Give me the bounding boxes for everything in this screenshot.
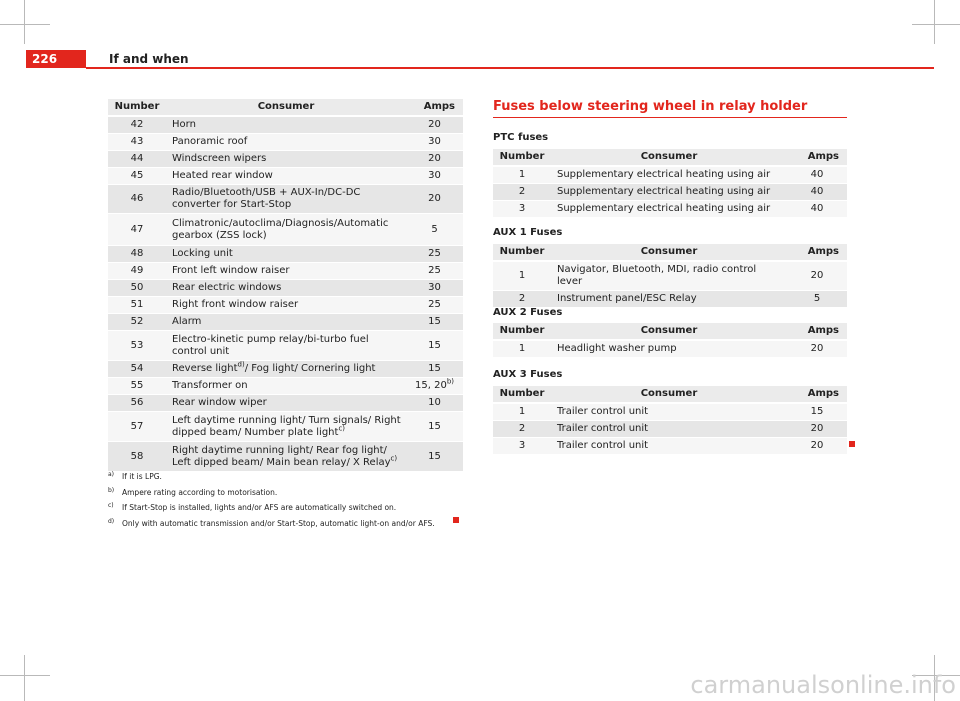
- table-header-row: [493, 244, 847, 261]
- section-title-rule: [493, 117, 847, 118]
- fuse-consumer: Rear electric windows: [166, 280, 406, 297]
- footnote-ref: b): [446, 377, 454, 386]
- fuse-amps: 40: [787, 184, 847, 201]
- section-end-marker: [453, 517, 459, 523]
- fuse-amps: 25: [406, 263, 463, 280]
- fuse-amps: [406, 378, 463, 395]
- footnote-marker: a): [108, 471, 115, 478]
- fuse-consumer: [166, 361, 406, 378]
- fuse-amps: 20: [787, 421, 847, 438]
- column-header-amps: Amps: [787, 323, 847, 340]
- crop-mark: [24, 655, 25, 701]
- table-row: [108, 134, 463, 151]
- consumer-text: Left daytime running light/ Turn signals/ Right dipped beam/ Number plate light: [172, 414, 401, 438]
- footnotes: [108, 472, 460, 534]
- table-row: [493, 421, 847, 438]
- fuse-amps: 15: [406, 442, 463, 472]
- fuse-amps: 20: [787, 438, 847, 455]
- page-number: 226: [26, 50, 86, 68]
- fuse-consumer: Horn: [166, 116, 406, 134]
- running-header: If and when: [109, 52, 189, 66]
- table-row: [108, 442, 463, 472]
- fuse-table-main: [108, 99, 463, 472]
- fuse-number: 48: [108, 246, 166, 263]
- footnote-text: If Start-Stop is installed, lights and/or AFS are automatically switched on.: [122, 503, 397, 512]
- fuse-consumer: Trailer control unit: [551, 438, 787, 455]
- table-row: [108, 116, 463, 134]
- table-row: [108, 331, 463, 361]
- table-row: [493, 261, 847, 291]
- fuse-number: 58: [108, 442, 166, 472]
- column-header-consumer: Consumer: [166, 99, 406, 116]
- footnote-marker: d): [108, 517, 115, 525]
- fuse-consumer: Panoramic roof: [166, 134, 406, 151]
- footnote: [108, 472, 460, 488]
- fuse-number: 52: [108, 314, 166, 331]
- fuse-amps: 15: [787, 403, 847, 421]
- fuse-number: 2: [493, 421, 551, 438]
- footnote-text: If it is LPG.: [122, 472, 162, 481]
- fuse-table-aux2: [493, 323, 847, 358]
- table-header-row: [493, 323, 847, 340]
- fuse-consumer: Alarm: [166, 314, 406, 331]
- fuse-consumer: Radio/Bluetooth/USB + AUX-In/DC-DC converter for Start-Stop: [166, 185, 406, 214]
- fuse-number: 2: [493, 184, 551, 201]
- fuse-consumer: Supplementary electrical heating using air: [551, 201, 787, 218]
- fuse-number: 2: [493, 291, 551, 308]
- fuse-amps: 30: [406, 280, 463, 297]
- fuse-amps: 20: [406, 185, 463, 214]
- fuse-amps: 40: [787, 166, 847, 184]
- column-header-consumer: Consumer: [551, 244, 787, 261]
- table-row: [108, 263, 463, 280]
- column-header-amps: Amps: [787, 386, 847, 403]
- table-row: [108, 280, 463, 297]
- footnote-marker: b): [108, 486, 115, 494]
- fuse-amps: 25: [406, 297, 463, 314]
- column-header-amps: Amps: [406, 99, 463, 116]
- footnote: [108, 519, 460, 535]
- table-row: [108, 395, 463, 412]
- fuse-number: 1: [493, 261, 551, 291]
- table-header-row: [493, 386, 847, 403]
- table-row: [108, 185, 463, 214]
- table-header-row: [108, 99, 463, 116]
- fuse-amps: 30: [406, 134, 463, 151]
- fuse-consumer: Right front window raiser: [166, 297, 406, 314]
- footnote-marker: c): [108, 502, 114, 509]
- footnote: [108, 503, 460, 519]
- table-row: [493, 166, 847, 184]
- subsection-label-aux2: AUX 2 Fuses: [493, 307, 563, 318]
- fuse-number: 1: [493, 403, 551, 421]
- fuse-amps: 30: [406, 168, 463, 185]
- fuse-table-aux1: [493, 244, 847, 308]
- fuse-consumer: Heated rear window: [166, 168, 406, 185]
- footnote-ref: c): [390, 454, 398, 463]
- table-row: [108, 314, 463, 331]
- fuse-number: 47: [108, 214, 166, 246]
- fuse-amps: 40: [787, 201, 847, 218]
- column-header-amps: Amps: [787, 244, 847, 261]
- fuse-number: 3: [493, 201, 551, 218]
- fuse-consumer: Instrument panel/ESC Relay: [551, 291, 787, 308]
- column-header-number: Number: [493, 323, 551, 340]
- column-header-number: Number: [493, 244, 551, 261]
- fuse-amps: 25: [406, 246, 463, 263]
- fuse-amps: 15: [406, 331, 463, 361]
- fuse-amps: 5: [406, 214, 463, 246]
- fuse-number: 53: [108, 331, 166, 361]
- column-header-amps: Amps: [787, 149, 847, 166]
- fuse-amps: 15: [406, 361, 463, 378]
- fuse-number: 57: [108, 412, 166, 442]
- fuse-amps: 20: [787, 340, 847, 358]
- table-header-row: [493, 149, 847, 166]
- footnote-text: Only with automatic transmission and/or Start-Stop, automatic light-on and/or AFS.: [122, 518, 435, 528]
- fuse-number: 43: [108, 134, 166, 151]
- footnote-text: Ampere rating according to motorisation.: [122, 487, 278, 497]
- fuse-number: 45: [108, 168, 166, 185]
- fuse-consumer: Electro-kinetic pump relay/bi-turbo fuel control unit: [166, 331, 406, 361]
- fuse-consumer: Climatronic/autoclima/Diagnosis/Automatic gearbox (ZSS lock): [166, 214, 406, 246]
- crop-mark: [24, 0, 25, 44]
- table-row: [108, 214, 463, 246]
- column-header-consumer: Consumer: [551, 323, 787, 340]
- fuse-amps: 20: [406, 116, 463, 134]
- fuse-consumer: Headlight washer pump: [551, 340, 787, 358]
- fuse-number: 44: [108, 151, 166, 168]
- crop-mark: [912, 24, 960, 25]
- table-row: [493, 403, 847, 421]
- subsection-label-ptc: PTC fuses: [493, 132, 549, 143]
- subsection-label-aux3: AUX 3 Fuses: [493, 369, 563, 380]
- fuse-number: 56: [108, 395, 166, 412]
- subsection-label-aux1: AUX 1 Fuses: [493, 227, 563, 238]
- fuse-amps: 15: [406, 412, 463, 442]
- fuse-number: 50: [108, 280, 166, 297]
- fuse-number: 1: [493, 340, 551, 358]
- fuse-consumer: Rear window wiper: [166, 395, 406, 412]
- fuse-number: 46: [108, 185, 166, 214]
- table-row: [108, 412, 463, 442]
- footnote-ref: c): [338, 424, 346, 433]
- fuse-consumer: Locking unit: [166, 246, 406, 263]
- consumer-text-after: / Fog light/ Cornering light: [244, 363, 376, 374]
- column-header-consumer: Consumer: [551, 149, 787, 166]
- fuse-consumer: Navigator, Bluetooth, MDI, radio control lever: [551, 261, 787, 291]
- fuse-consumer: [166, 412, 406, 442]
- fuse-number: 3: [493, 438, 551, 455]
- fuse-amps: 5: [787, 291, 847, 308]
- section-end-marker: [849, 441, 855, 447]
- fuse-amps: 15: [406, 314, 463, 331]
- fuse-number: 49: [108, 263, 166, 280]
- fuse-consumer: Supplementary electrical heating using air: [551, 184, 787, 201]
- column-header-number: Number: [493, 386, 551, 403]
- fuse-consumer: [166, 442, 406, 472]
- fuse-amps: 10: [406, 395, 463, 412]
- fuse-table-ptc: [493, 149, 847, 218]
- header-rule: [86, 67, 934, 69]
- crop-mark: [0, 675, 50, 676]
- table-row: [493, 438, 847, 455]
- table-row: [493, 201, 847, 218]
- column-header-consumer: Consumer: [551, 386, 787, 403]
- fuse-amps: 20: [406, 151, 463, 168]
- table-row: [108, 297, 463, 314]
- fuse-consumer: Supplementary electrical heating using air: [551, 166, 787, 184]
- consumer-text: Reverse light: [172, 363, 238, 374]
- fuse-amps: 20: [787, 261, 847, 291]
- fuse-table-aux3: [493, 386, 847, 455]
- footnote: [108, 488, 460, 504]
- table-row: [108, 246, 463, 263]
- table-row: [108, 361, 463, 378]
- table-row: [493, 340, 847, 358]
- crop-mark: [934, 0, 935, 44]
- section-title: Fuses below steering wheel in relay holder: [493, 99, 808, 114]
- fuse-consumer: Trailer control unit: [551, 403, 787, 421]
- fuse-consumer: Transformer on: [166, 378, 406, 395]
- consumer-text: Right daytime running light/ Rear fog light/ Left dipped beam/ Main bean relay/ X Relay: [172, 444, 391, 468]
- fuse-number: 1: [493, 166, 551, 184]
- fuse-number: 54: [108, 361, 166, 378]
- footnote-ref: d): [237, 360, 245, 369]
- table-row: [493, 184, 847, 201]
- table-row: [493, 291, 847, 308]
- fuse-number: 51: [108, 297, 166, 314]
- crop-mark: [0, 24, 50, 25]
- fuse-consumer: Windscreen wipers: [166, 151, 406, 168]
- table-row: [108, 151, 463, 168]
- watermark: carmanualsonline.info: [690, 671, 956, 699]
- fuse-consumer: Trailer control unit: [551, 421, 787, 438]
- column-header-number: Number: [493, 149, 551, 166]
- table-row: [108, 378, 463, 395]
- column-header-number: Number: [108, 99, 166, 116]
- amps-text: 15, 20: [415, 380, 447, 391]
- fuse-number: 42: [108, 116, 166, 134]
- fuse-consumer: Front left window raiser: [166, 263, 406, 280]
- table-row: [108, 168, 463, 185]
- fuse-number: 55: [108, 378, 166, 395]
